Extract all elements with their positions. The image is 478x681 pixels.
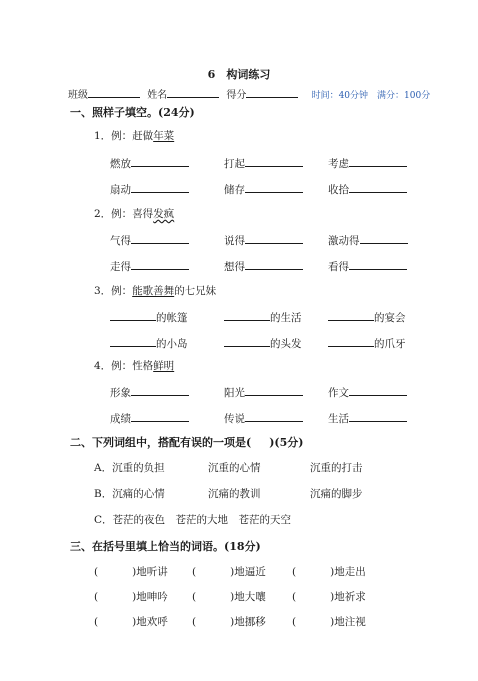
- q1-item[interactable]: 收拾: [328, 181, 407, 197]
- q4-item[interactable]: 成绩: [110, 410, 189, 426]
- q2-example: 2．例：喜得发疯: [94, 208, 175, 220]
- name-field[interactable]: [167, 87, 219, 98]
- section-2-heading: 二、下列词组中，搭配有误的一项是( )(5分): [70, 436, 304, 449]
- q2-item[interactable]: 气得: [110, 232, 189, 248]
- paren-item[interactable]: ( )地祈求: [292, 591, 366, 603]
- paren-item[interactable]: ( )地大嚷: [192, 591, 266, 603]
- option-b[interactable]: B．沉痛的心情: [94, 488, 165, 500]
- q3-item[interactable]: 的小岛: [110, 335, 188, 351]
- q4-item[interactable]: 阳光: [224, 384, 303, 400]
- class-label: 班级: [68, 90, 88, 101]
- q4-item[interactable]: 形象: [110, 384, 189, 400]
- q1-item[interactable]: 考虑: [328, 155, 407, 171]
- q4-item[interactable]: 作文: [328, 384, 407, 400]
- paren-item[interactable]: ( )地注视: [292, 616, 366, 628]
- option-a-3: 沉重的打击: [310, 462, 363, 474]
- timing-info: 时间：40分钟 满分：100分: [311, 91, 431, 101]
- paren-item[interactable]: ( )地逼近: [192, 566, 266, 578]
- q1-item[interactable]: 扇动: [110, 181, 189, 197]
- option-b-3: 沉痛的脚步: [310, 488, 363, 500]
- class-field[interactable]: [88, 87, 140, 98]
- score-label: 得分: [226, 90, 247, 101]
- option-c[interactable]: C．苍茫的夜色 苍茫的大地 苍茫的天空: [94, 514, 292, 526]
- paren-item[interactable]: ( )地走出: [292, 566, 366, 578]
- name-label: 姓名: [147, 90, 168, 101]
- q4-item[interactable]: 生活: [328, 410, 407, 426]
- paren-item[interactable]: ( )地挪移: [192, 616, 266, 628]
- q2-item[interactable]: 激动得: [328, 232, 408, 248]
- option-b-2: 沉痛的教训: [208, 488, 261, 500]
- q3-item[interactable]: 的帐篷: [110, 309, 188, 325]
- info-line: [68, 86, 430, 101]
- score-field[interactable]: [246, 87, 298, 98]
- paren-item[interactable]: ( )地听讲: [94, 566, 168, 578]
- q4-item[interactable]: 传说: [224, 410, 303, 426]
- q2-item[interactable]: 走得: [110, 258, 189, 274]
- q2-item[interactable]: 想得: [224, 258, 303, 274]
- q3-item[interactable]: 的生活: [224, 309, 302, 325]
- section-3-heading: 三、在括号里填上恰当的词语。(18分): [70, 540, 261, 553]
- q1-item[interactable]: 储存: [224, 181, 303, 197]
- q3-item[interactable]: 的宴会: [328, 309, 406, 325]
- option-a[interactable]: A．沉重的负担: [94, 462, 165, 474]
- q3-item[interactable]: 的爪牙: [328, 335, 406, 351]
- q1-item[interactable]: 燃放: [110, 155, 189, 171]
- q2-item[interactable]: 说得: [224, 232, 303, 248]
- page-title: 6 构词练习: [207, 68, 271, 81]
- q1-item[interactable]: 打起: [224, 155, 303, 171]
- q4-example: 4．例：性格鲜明: [94, 360, 175, 372]
- paren-item[interactable]: ( )地欢呼: [94, 616, 168, 628]
- q2-item[interactable]: 看得: [328, 258, 407, 274]
- option-a-2: 沉重的心情: [208, 462, 261, 474]
- q1-example: 1．例：赶做年菜: [94, 130, 175, 142]
- section-1-heading: 一、照样子填空。(24分): [70, 106, 195, 119]
- q3-item[interactable]: 的头发: [224, 335, 302, 351]
- q3-example: 3．例：能歌善舞的七兄妹: [94, 285, 217, 297]
- paren-item[interactable]: ( )地呻吟: [94, 591, 168, 603]
